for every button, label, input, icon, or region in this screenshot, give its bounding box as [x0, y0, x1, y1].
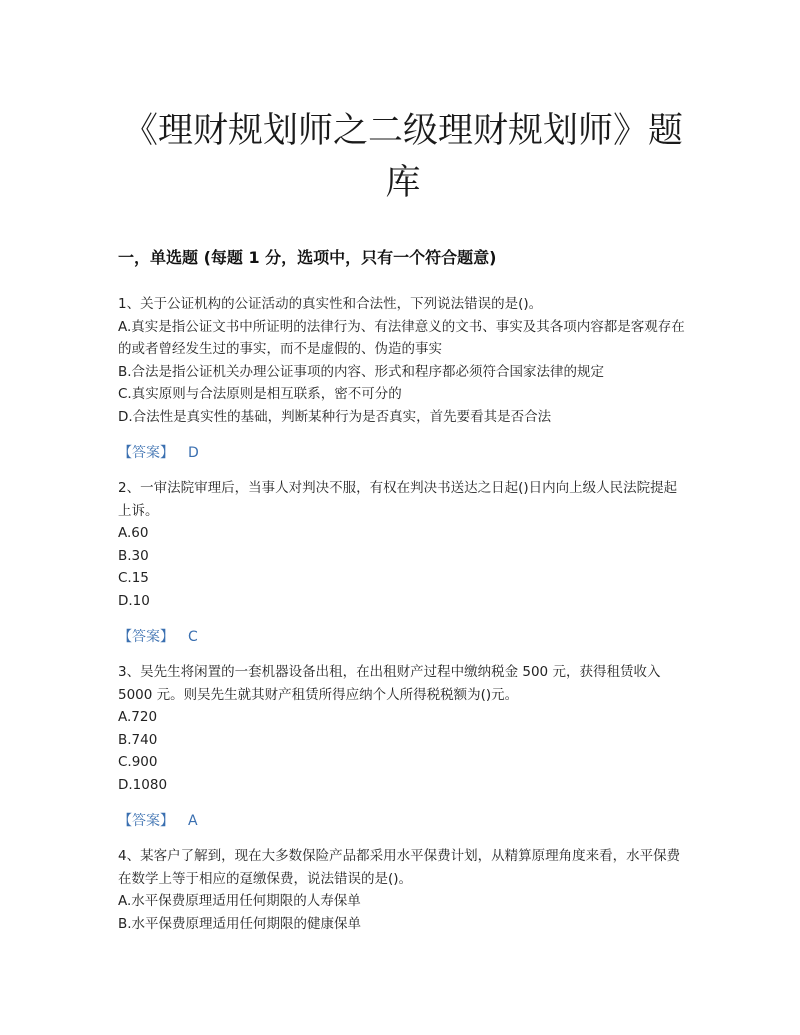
option-c: C.900	[118, 754, 158, 770]
option-a: A.720	[118, 709, 158, 725]
answer-value: A	[188, 813, 198, 829]
question-stem: 4、某客户了解到，现在大多数保险产品都采用水平保费计划，从精算原理角度来看，水平保费在数学上等于相应的趸缴保费，说法错误的是()。	[118, 848, 681, 887]
answer-line	[118, 810, 688, 832]
answer-label: 【答案】	[118, 445, 174, 461]
option-d: D.10	[118, 592, 150, 609]
answer-value: C	[188, 629, 198, 645]
option-c: C.真实原则与合法原则是相互联系，密不可分的	[118, 386, 402, 402]
question-2	[118, 477, 688, 648]
question-list	[118, 293, 688, 935]
option-b: B.30	[118, 547, 149, 564]
option-c: C.15	[118, 570, 149, 586]
answer-label: 【答案】	[118, 629, 174, 645]
document-title: 《理财规划师之二级理财规划师》题库	[122, 111, 683, 203]
option-d: D.合法性是真实性的基础，判断某种行为是否真实，首先要看其是否合法	[118, 408, 552, 425]
question-stem: 1、关于公证机构的公证活动的真实性和合法性，下列说法错误的是()。	[118, 296, 543, 312]
option-b: B.合法是指公证机关办理公证事项的内容、形式和程序都必须符合国家法律的规定	[118, 363, 605, 380]
answer-line	[118, 626, 688, 648]
option-d: D.1080	[118, 776, 168, 793]
option-b: B.740	[118, 731, 158, 748]
section-heading: 一，单选题 (每题 1 分，选项中，只有一个符合题意)	[118, 248, 497, 267]
option-a: A.60	[118, 525, 149, 541]
option-a: A.水平保费原理适用任何期限的人寿保单	[118, 893, 361, 909]
answer-line	[118, 442, 688, 464]
question-stem: 3、吴先生将闲置的一套机器设备出租，在出租财产过程中缴纳税金 500 元，获得租赁收入 5000 元。则吴先生就其财产租赁所得应纳个人所得税税额为()元。	[118, 664, 661, 703]
question-stem: 2、一审法院审理后，当事人对判决不服，有权在判决书送达之日起()日内向上级人民法院提起上诉。	[118, 480, 678, 519]
option-a: A.真实是指公证文书中所证明的法律行为、有法律意义的文书、事实及其各项内容都是客观存在的或者曾经发生过的事实，而不是虚假的、伪造的事实	[118, 318, 685, 357]
question-4	[118, 845, 688, 935]
answer-value: D	[188, 445, 199, 461]
option-b: B.水平保费原理适用任何期限的健康保单	[118, 915, 362, 932]
question-3	[118, 661, 688, 832]
question-1	[118, 293, 688, 464]
answer-label: 【答案】	[118, 813, 174, 829]
